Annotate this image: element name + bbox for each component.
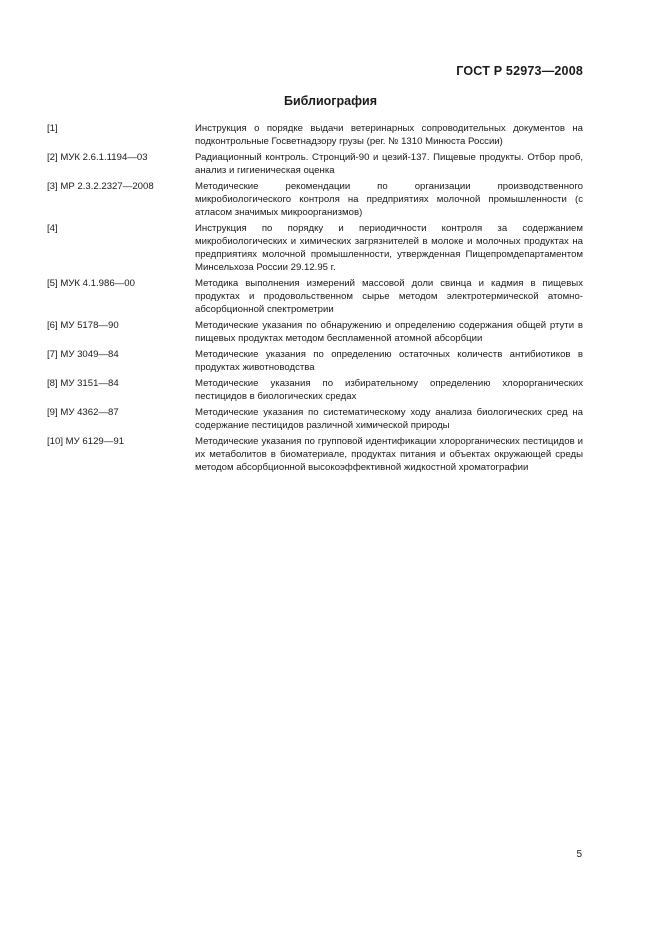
entry-reference: [1] bbox=[47, 123, 58, 134]
bibliography-entry bbox=[47, 151, 583, 177]
entry-reference: [2] МУК 2.6.1.1194—03 bbox=[47, 152, 148, 163]
entry-description: Методические указания по избирательному определению хлорорганических пестицидов в биологических средах bbox=[195, 378, 583, 402]
page-number: 5 bbox=[576, 849, 582, 860]
entry-description: Инструкция о порядке выдачи ветеринарных сопроводительных документов на подконтрольные Госветнадзору грузы (рег. № 1310 Минюста России) bbox=[195, 123, 583, 147]
bibliography-entry bbox=[47, 180, 583, 219]
bibliography-entry bbox=[47, 435, 583, 474]
bibliography-entry bbox=[47, 348, 583, 374]
bibliography-entry bbox=[47, 319, 583, 345]
entry-description: Методические указания по обнаружению и определению содержания общей ртути в пищевых продуктах методом беспламенной атомной абсорбции bbox=[195, 320, 583, 344]
bibliography-entry bbox=[47, 277, 583, 316]
page-title: Библиография bbox=[283, 94, 378, 108]
entry-description: Методические указания по определению остаточных количеств антибиотиков в продуктах животноводства bbox=[195, 349, 583, 373]
entry-reference: [3] МР 2.3.2.2327—2008 bbox=[47, 181, 154, 192]
bibliography-entry bbox=[47, 122, 583, 148]
entry-reference: [9] МУ 4362—87 bbox=[47, 407, 119, 418]
bibliography-entry bbox=[47, 222, 583, 274]
entry-description: Радиационный контроль. Стронций-90 и цезий-137. Пищевые продукты. Отбор проб, анализ и гигиеническая оценка bbox=[195, 152, 583, 176]
entry-reference: [6] МУ 5178—90 bbox=[47, 320, 119, 331]
entry-description: Методика выполнения измерений массовой доли свинца и кадмия в пищевых продуктах и продовольственном сырье методом электротермической атомно-абсорбционной спектрометрии bbox=[195, 278, 583, 315]
entry-description: Методические указания по групповой идентификации хлорорганических пестицидов и их метаболитов в биоматериале, продуктах питания и объектах окружающей среды методом абсорбционной высокоэффективной жидкостной хроматографии bbox=[195, 436, 583, 473]
entry-reference: [5] МУК 4.1.986—00 bbox=[47, 278, 135, 289]
entry-reference: [10] МУ 6129—91 bbox=[47, 436, 125, 447]
bibliography-entry bbox=[47, 377, 583, 403]
entry-reference: [7] МУ 3049—84 bbox=[47, 349, 119, 360]
standard-header: ГОСТ Р 52973—2008 bbox=[456, 64, 583, 78]
entry-description: Методические указания по систематическому ходу анализа биологических сред на содержание пестицидов различной химической природы bbox=[195, 407, 583, 431]
bibliography-list bbox=[47, 122, 583, 477]
entry-reference: [8] МУ 3151—84 bbox=[47, 378, 119, 389]
entry-reference: [4] bbox=[47, 223, 58, 234]
entry-description: Инструкция по порядку и периодичности контроля за содержанием микробиологических и химических загрязнителей в молоке и молочных продуктах на предприятиях молочной промышленности, утвержденная Пищепромдепартаментом Минсельхоза России 29.12.95 г. bbox=[195, 223, 583, 273]
bibliography-entry bbox=[47, 406, 583, 432]
entry-description: Методические рекомендации по организации производственного микробиологического контроля на предприятиях молочной промышленности (с атласом значимых микроорганизмов) bbox=[195, 181, 583, 218]
